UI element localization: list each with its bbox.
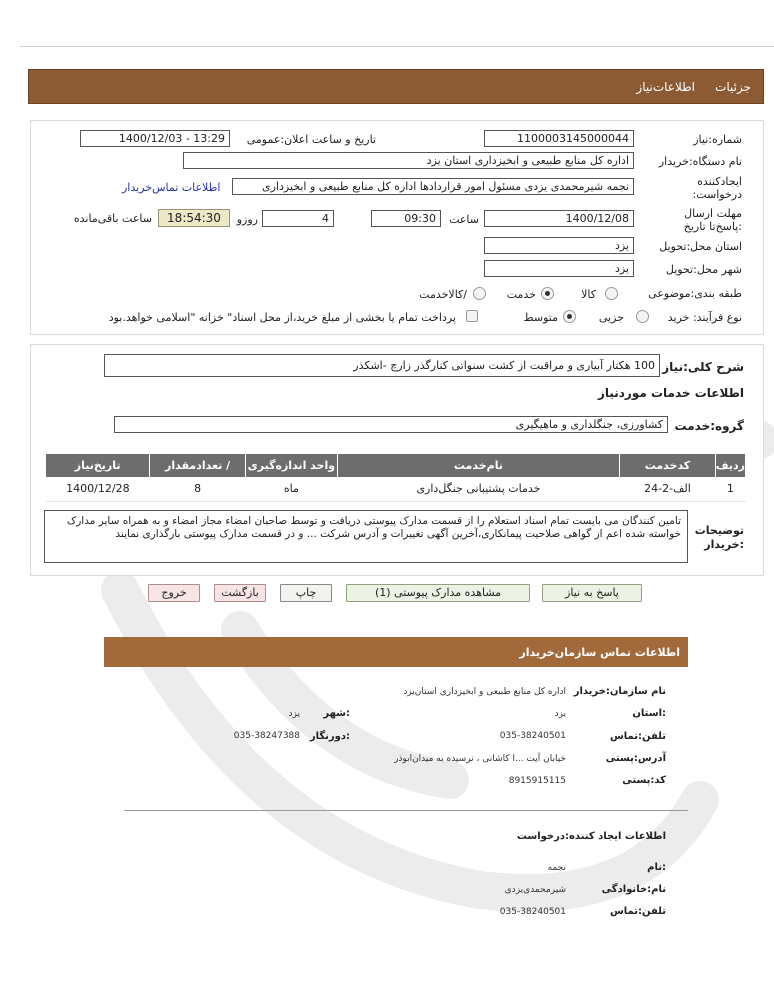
creator-name-label: :نام [647, 862, 666, 873]
city-field: یزد [484, 260, 634, 277]
process-label: نوع فرآیند: خرید [667, 311, 742, 324]
cell-need-date: 1400/12/28 [46, 477, 150, 501]
cell-quantity: 8 [150, 477, 246, 501]
remaining-label: ساعت باقی‌مانده [73, 212, 152, 225]
creator-family-value: شیرمحمدی‌یزدی [504, 885, 566, 895]
treasury-payment-checkbox[interactable] [466, 310, 478, 322]
general-description-label: شرح کلی:نیاز [662, 360, 744, 374]
buyer-field: اداره کل منابع طبیعی و ابخیزداری استان یزد [183, 152, 634, 169]
announce-field: 1400/12/03 - 13:29 [80, 130, 230, 147]
process-option-minor: جزیی [598, 311, 624, 324]
province-field: یزد [484, 237, 634, 254]
buyer-label: نام دستگاه:خریدار [658, 155, 742, 168]
exit-button[interactable]: خروج [148, 584, 200, 602]
postal-label: کد:پستی [622, 775, 666, 786]
payment-note: پرداخت تمام یا بخشی از مبلغ خرید،از محل اسناد" خزانه "اسلامی خواهد.بود [108, 311, 456, 324]
address-label: آدرس:پستی [605, 753, 666, 764]
contact-province-label: :استان [632, 708, 666, 719]
time-label: ساعت [449, 213, 479, 226]
col-quantity: / تعدادمقدار [150, 454, 246, 477]
header-bar [28, 69, 764, 104]
attachments-button[interactable]: مشاهده مدارک پیوستی (1) [346, 584, 530, 602]
contact-province-value: یزد [554, 709, 566, 719]
creator-family-label: نام:خانوادگی [601, 884, 666, 895]
process-option-medium: متوسط [523, 311, 558, 324]
buyer-contact-link[interactable]: اطلاعات تماس‌خریدار [122, 181, 221, 194]
creator-name-value: نجمه [547, 863, 566, 873]
print-button[interactable]: چاپ [280, 584, 332, 602]
buyer-notes-field: تامین کنندگان می بایست تمام اسناد استعلام را از قسمت مدارک پیوستی دریافت و توسط صاحبان امضاء مجاز امضاء و به همراه سایر مدارک خواسته شده اعم از گواهی صلاحیت پیمانکاری،آخرین آگهی تغییرات و آدرس شرکت ... و در قسمت مدارک پیوستی بارگذاری نمایند [44, 510, 688, 563]
org-label: نام سازمان:خریدار [573, 686, 666, 697]
org-value: اداره کل منابع طبیعی و ابخیزداری استان‌یزد [403, 687, 566, 697]
deadline-date-field: 1400/12/08 [484, 210, 634, 227]
announce-label: تاریخ و ساعت اعلان:عمومی [246, 133, 376, 146]
postal-value: 8915915115 [508, 776, 566, 786]
col-row: ردیف [715, 454, 745, 477]
col-service-code: کدخدمت [620, 454, 716, 477]
buyer-notes-label: توضیحات :خریدار [694, 524, 744, 551]
contact-divider [124, 810, 688, 811]
address-value: خیابان آیت ...ا کاشانی ، نرسیده به میدان‌ابوذر [394, 754, 566, 764]
col-unit: واحد اندازه‌گیری [245, 454, 337, 477]
contact-bar-title: اطلاعات تماس سازمان‌خریدار [519, 646, 680, 659]
category-label: طبقه بندی:موضوعی [648, 287, 742, 300]
top-divider [20, 46, 774, 47]
col-need-date: تاریخ‌نیاز [46, 454, 150, 477]
category-radio-goods-service[interactable] [473, 287, 486, 300]
category-radio-goods[interactable] [605, 287, 618, 300]
contact-city-label: :شهر [323, 708, 350, 719]
remaining-time-box: 18:54:30 [158, 209, 230, 227]
phone-value: 035-38240501 [499, 731, 566, 741]
col-service-name: نام‌خدمت [337, 454, 619, 477]
cell-service-name: خدمات پشتیبانی جنگل‌داری [337, 477, 619, 501]
days-label: روزو [236, 213, 258, 226]
back-button[interactable]: بازگشت [214, 584, 266, 602]
creator-info-title: اطلاعات ایجاد کننده:درخواست [516, 831, 666, 842]
fax-label: :دورنگار [309, 731, 350, 742]
process-radio-medium[interactable] [563, 310, 576, 323]
service-group-label: گروه:خدمت [674, 419, 744, 433]
creator-phone-label: تلفن:تماس [609, 906, 666, 917]
cell-row: 1 [715, 477, 745, 501]
service-group-field: کشاورزی، جنگلداری و ماهیگیری [114, 416, 668, 433]
city-label: شهر محل:تحویل [665, 263, 742, 276]
category-option-service: خدمت [506, 288, 536, 301]
services-table [46, 454, 746, 502]
need-number-field: 1100003145000044 [484, 130, 634, 147]
category-radio-service[interactable] [541, 287, 554, 300]
province-label: استان محل:تحویل [659, 240, 742, 253]
days-field: 4 [262, 210, 334, 227]
cell-service-code: الف-2-24 [620, 477, 716, 501]
services-title: اطلاعات خدمات موردنیاز [597, 386, 744, 400]
creator-label: ایجادکننده درخواست: [692, 175, 742, 201]
phone-label: تلفن:تماس [609, 731, 666, 742]
general-description-field: 100 هکتار آبیاری و مراقبت از کشت سنواتی کنارگذر زارچ -اشکذر [104, 354, 660, 377]
reply-button[interactable]: پاسخ به نیاز [542, 584, 642, 602]
contact-bar [104, 637, 688, 667]
process-radio-minor[interactable] [636, 310, 649, 323]
contact-city-value: یزد [288, 709, 300, 719]
fax-value: 035-38247388 [233, 731, 300, 741]
services-table-header [46, 454, 746, 477]
creator-field: نجمه شیرمحمدی یزدی مسئول امور قراردادها اداره کل منابع طبیعی و ابخیزداری [232, 178, 634, 195]
table-row [46, 477, 746, 501]
tab-need-info[interactable]: اطلاعات‌نیاز [636, 80, 695, 94]
cell-unit: ماه [245, 477, 337, 501]
category-option-goods-service: /کالاخدمت [419, 288, 467, 301]
deadline-label: مهلت ارسال :پاسخ‌تا تاریخ [683, 207, 742, 233]
need-number-label: شماره:نیاز [693, 133, 742, 146]
tab-details[interactable]: جزئیات [715, 80, 751, 94]
deadline-time-field: 09:30 [371, 210, 441, 227]
category-option-goods: کالا [581, 288, 596, 301]
creator-phone-value: 035-38240501 [499, 907, 566, 917]
